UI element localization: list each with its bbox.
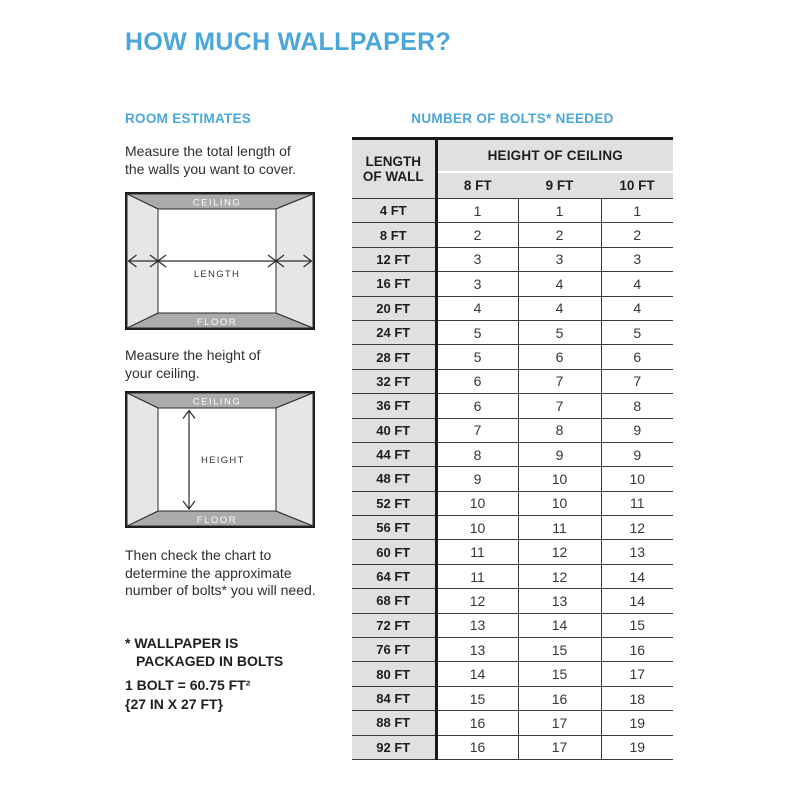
bolt-count-9ft: 8	[518, 418, 601, 442]
bolt-count-8ft: 6	[436, 369, 518, 393]
bolt-count-9ft: 10	[518, 467, 601, 491]
table-header	[352, 139, 673, 199]
bolt-count-8ft: 6	[436, 394, 518, 418]
bolt-count-8ft: 3	[436, 247, 518, 271]
bolt-count-9ft: 4	[518, 272, 601, 296]
ceiling-label: CEILING	[192, 396, 242, 408]
row-label-wall-length: 60 FT	[352, 540, 436, 564]
row-label-wall-length: 48 FT	[352, 467, 436, 491]
table-row	[352, 442, 673, 466]
bolt-count-9ft: 15	[518, 638, 601, 662]
col-header-10ft: 10 FT	[601, 172, 673, 199]
col-header-9ft: 9 FT	[518, 172, 601, 199]
instruction-step-3-line3: number of bolts* you will need.	[125, 582, 316, 598]
table-row	[352, 516, 673, 540]
page-title: HOW MUCH WALLPAPER?	[125, 28, 452, 56]
row-label-wall-length: 80 FT	[352, 662, 436, 686]
bolt-definition-line2: {27 IN X 27 FT}	[125, 696, 224, 712]
wallpaper-footnote	[125, 634, 283, 670]
bolt-count-8ft: 16	[436, 711, 518, 735]
ceiling-label: CEILING	[192, 197, 242, 209]
table-row	[352, 467, 673, 491]
bolt-count-8ft: 1	[436, 199, 518, 223]
bolt-count-9ft: 14	[518, 613, 601, 637]
bolt-count-9ft: 5	[518, 320, 601, 344]
row-label-wall-length: 36 FT	[352, 394, 436, 418]
table-row	[352, 540, 673, 564]
row-label-wall-length: 88 FT	[352, 711, 436, 735]
bolt-count-10ft: 8	[601, 394, 673, 418]
table-row	[352, 613, 673, 637]
bolt-count-9ft: 4	[518, 296, 601, 320]
bolt-count-9ft: 12	[518, 540, 601, 564]
table-row	[352, 711, 673, 735]
bolt-count-9ft: 16	[518, 686, 601, 710]
bolt-count-10ft: 4	[601, 296, 673, 320]
bolt-count-9ft: 2	[518, 223, 601, 247]
bolt-count-10ft: 6	[601, 345, 673, 369]
table-body	[352, 199, 673, 760]
bolt-count-8ft: 15	[436, 686, 518, 710]
table-row	[352, 662, 673, 686]
row-label-wall-length: 76 FT	[352, 638, 436, 662]
bolt-count-10ft: 14	[601, 589, 673, 613]
bolt-count-9ft: 7	[518, 394, 601, 418]
table-row	[352, 491, 673, 515]
bolt-count-10ft: 7	[601, 369, 673, 393]
bolt-count-8ft: 14	[436, 662, 518, 686]
table-row	[352, 272, 673, 296]
right-wall	[276, 393, 313, 526]
instruction-step-1	[125, 143, 296, 178]
table-row	[352, 223, 673, 247]
instruction-step-3-line2: determine the approximate	[125, 564, 292, 581]
bolt-count-10ft: 19	[601, 711, 673, 735]
bolt-count-9ft: 3	[518, 247, 601, 271]
bolt-count-10ft: 14	[601, 564, 673, 588]
col-header-8ft: 8 FT	[436, 172, 518, 199]
bolt-count-9ft: 17	[518, 735, 601, 759]
bolt-count-10ft: 19	[601, 735, 673, 759]
bolts-table-caption: NUMBER OF BOLTS* NEEDED	[411, 111, 614, 126]
bolt-count-8ft: 9	[436, 467, 518, 491]
instruction-step-2-line1: Measure the height of	[125, 347, 261, 363]
bolt-count-9ft: 13	[518, 589, 601, 613]
row-label-wall-length: 24 FT	[352, 320, 436, 344]
bolt-count-8ft: 13	[436, 638, 518, 662]
bolt-count-8ft: 13	[436, 613, 518, 637]
row-label-wall-length: 40 FT	[352, 418, 436, 442]
row-label-wall-length: 4 FT	[352, 199, 436, 223]
row-label-wall-length: 32 FT	[352, 369, 436, 393]
length-measure-label: LENGTH	[193, 269, 241, 280]
corner-header-length-of-wall: LENGTH OF WALL	[352, 139, 436, 199]
height-measure-label: HEIGHT	[201, 455, 245, 466]
instruction-step-1-line1: Measure the total length of	[125, 143, 291, 159]
row-label-wall-length: 92 FT	[352, 735, 436, 759]
group-header-height-of-ceiling: HEIGHT OF CEILING	[436, 139, 673, 173]
bolt-count-8ft: 10	[436, 491, 518, 515]
table-row	[352, 564, 673, 588]
bolt-count-8ft: 4	[436, 296, 518, 320]
bolt-count-8ft: 11	[436, 564, 518, 588]
instruction-step-3	[125, 547, 316, 600]
bolt-count-10ft: 18	[601, 686, 673, 710]
wallpaper-footnote-line1: * WALLPAPER IS	[125, 635, 239, 651]
room-diagram-height	[125, 391, 315, 528]
bolt-count-8ft: 11	[436, 540, 518, 564]
bolt-count-8ft: 5	[436, 320, 518, 344]
bolt-count-8ft: 5	[436, 345, 518, 369]
row-label-wall-length: 68 FT	[352, 589, 436, 613]
bolt-count-9ft: 11	[518, 516, 601, 540]
instruction-step-1-line2: the walls you want to cover.	[125, 160, 297, 177]
table-row	[352, 638, 673, 662]
table-row	[352, 735, 673, 759]
bolt-count-10ft: 2	[601, 223, 673, 247]
instruction-step-3-line1: Then check the chart to	[125, 547, 272, 563]
table-row	[352, 247, 673, 271]
row-label-wall-length: 12 FT	[352, 247, 436, 271]
bolt-count-9ft: 17	[518, 711, 601, 735]
bolt-count-10ft: 4	[601, 272, 673, 296]
row-label-wall-length: 64 FT	[352, 564, 436, 588]
bolt-count-10ft: 15	[601, 613, 673, 637]
bolt-count-10ft: 17	[601, 662, 673, 686]
table-row	[352, 686, 673, 710]
instruction-step-2	[125, 347, 260, 382]
bolts-needed-table	[352, 137, 673, 760]
bolt-count-8ft: 12	[436, 589, 518, 613]
bolt-count-9ft: 6	[518, 345, 601, 369]
bolt-count-10ft: 12	[601, 516, 673, 540]
floor-label: FLOOR	[196, 317, 238, 328]
bolts-table	[352, 137, 673, 760]
bolt-count-10ft: 5	[601, 320, 673, 344]
table-row	[352, 345, 673, 369]
room-diagram-length	[125, 192, 315, 330]
bolt-count-9ft: 9	[518, 442, 601, 466]
bolt-count-8ft: 3	[436, 272, 518, 296]
bolt-count-10ft: 3	[601, 247, 673, 271]
table-row	[352, 199, 673, 223]
bolt-definition	[125, 676, 250, 714]
bolt-count-8ft: 2	[436, 223, 518, 247]
floor-label: FLOOR	[196, 515, 238, 526]
bolt-count-10ft: 16	[601, 638, 673, 662]
bolt-count-9ft: 7	[518, 369, 601, 393]
table-row	[352, 418, 673, 442]
bolt-count-10ft: 13	[601, 540, 673, 564]
bolt-count-9ft: 15	[518, 662, 601, 686]
row-label-wall-length: 72 FT	[352, 613, 436, 637]
bolt-count-8ft: 10	[436, 516, 518, 540]
table-row	[352, 296, 673, 320]
table-row	[352, 394, 673, 418]
table-row	[352, 589, 673, 613]
bolt-count-8ft: 16	[436, 735, 518, 759]
row-label-wall-length: 8 FT	[352, 223, 436, 247]
bolt-definition-line1: 1 BOLT = 60.75 FT²	[125, 677, 251, 693]
row-label-wall-length: 16 FT	[352, 272, 436, 296]
bolt-count-10ft: 10	[601, 467, 673, 491]
table-row	[352, 320, 673, 344]
instruction-step-2-line2: your ceiling.	[125, 364, 200, 381]
bolt-count-9ft: 1	[518, 199, 601, 223]
row-label-wall-length: 52 FT	[352, 491, 436, 515]
row-label-wall-length: 84 FT	[352, 686, 436, 710]
bolt-count-8ft: 8	[436, 442, 518, 466]
wallpaper-footnote-line2: PACKAGED IN BOLTS	[136, 653, 284, 669]
bolt-count-8ft: 7	[436, 418, 518, 442]
left-wall	[127, 393, 158, 526]
row-label-wall-length: 28 FT	[352, 345, 436, 369]
bolt-count-10ft: 1	[601, 199, 673, 223]
bolt-count-9ft: 10	[518, 491, 601, 515]
row-label-wall-length: 20 FT	[352, 296, 436, 320]
table-row	[352, 369, 673, 393]
row-label-wall-length: 56 FT	[352, 516, 436, 540]
bolt-count-10ft: 9	[601, 442, 673, 466]
bolt-count-10ft: 9	[601, 418, 673, 442]
bolt-count-10ft: 11	[601, 491, 673, 515]
room-estimates-section-title: ROOM ESTIMATES	[125, 111, 252, 126]
row-label-wall-length: 44 FT	[352, 442, 436, 466]
bolt-count-9ft: 12	[518, 564, 601, 588]
